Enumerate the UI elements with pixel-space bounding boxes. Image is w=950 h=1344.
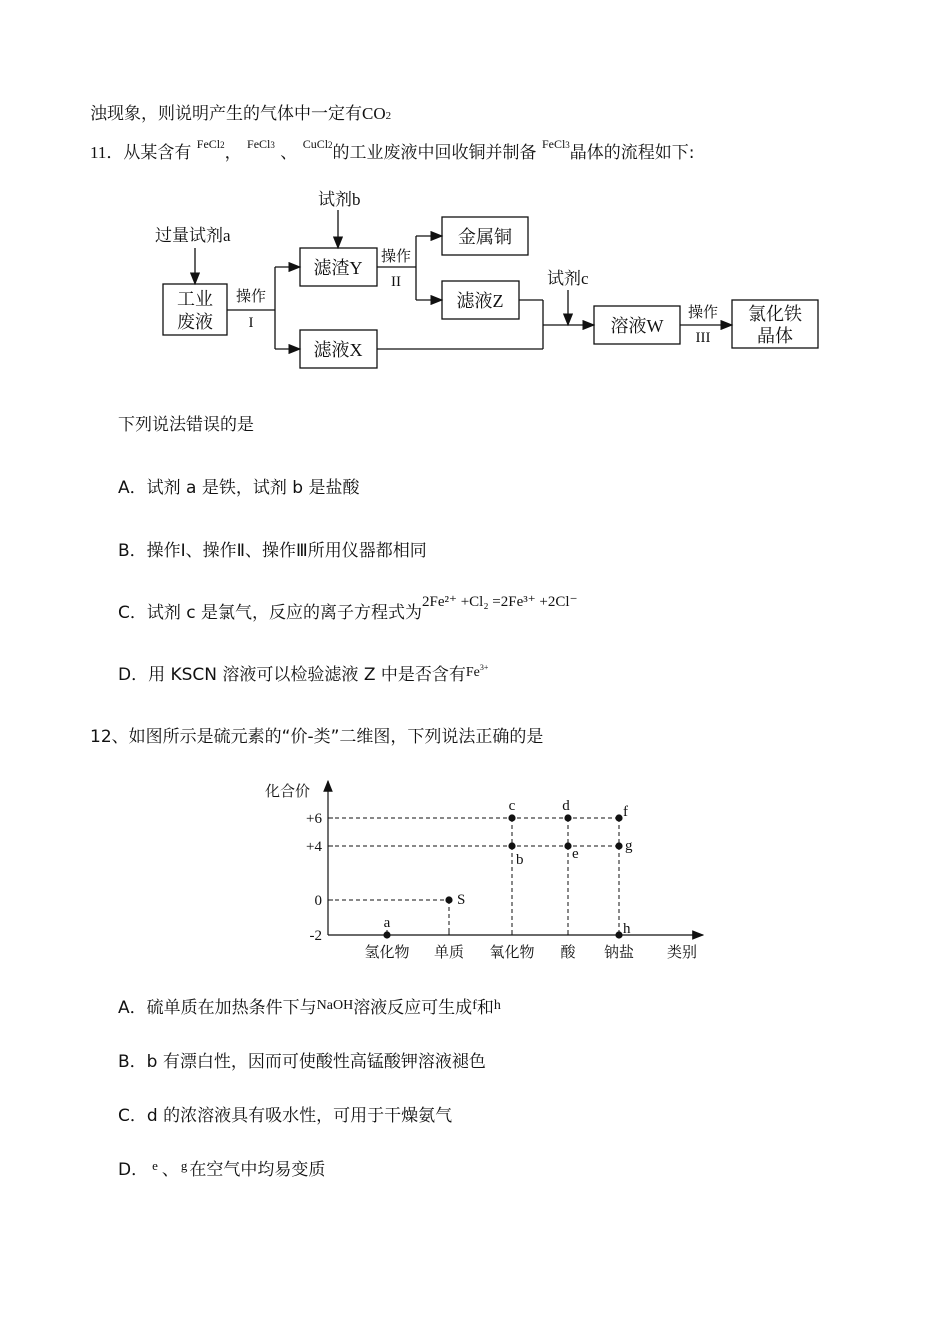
point-label-f: f [623,804,628,820]
q11-option-c-text: C．试剂 c 是氯气，反应的离子方程式为 [118,603,423,623]
label-op1-1: 操作 [235,289,267,305]
q11-flow-diagram [140,180,840,380]
x-tick-label: 单质 [433,945,465,961]
x-tick-label: 氧化物 [489,945,535,961]
point-label-d: d [562,798,570,814]
point-f [615,814,622,821]
point-label-g: g [625,838,633,854]
y-tick-label: 0 [314,893,322,909]
label-product-2: 晶体 [757,326,793,346]
q11-prompt: 下列说法错误的是 [118,415,254,435]
q11-number: 11． [90,143,124,162]
point-label-a: a [383,915,391,931]
point-label-S: S [457,892,466,908]
q12-option-c: C．d 的浓溶液具有吸水性，可用于干燥氨气 [118,1106,453,1126]
label-op2-2: II [391,274,401,290]
naoh-formula: NaOH [316,998,354,1013]
q11-stem [90,137,695,166]
q11-stem-b: 的工业废液中回收铜并制备 [332,143,537,163]
y-tick-label: -2 [309,928,322,944]
q11-option-c-equation: 2Fe²⁺ +Cl₂ =2Fe³⁺ +2Cl⁻ [422,594,578,610]
fecl3-formula: FeCl3 [247,137,275,151]
x-tick-label: 酸 [560,945,576,961]
label-waste-1: 工业 [177,289,213,309]
q12-option-a-f: f [472,998,477,1013]
x-axis-label: 类别 [667,945,698,961]
valence-class-chart [255,775,725,975]
label-op3-1: 操作 [687,305,719,321]
x-tick-label: 钠盐 [603,945,635,961]
q11-option-b: B．操作Ⅰ、操作Ⅱ、操作Ⅲ所用仪器都相同 [118,541,427,561]
point-a [383,931,390,938]
point-label-b: b [516,852,524,868]
co2-formula: CO [362,104,386,123]
label-op1-2: I [248,315,254,331]
q12-option-a-and: 和 [476,998,494,1018]
x-tick-label: 氢化物 [364,945,410,961]
point-label-h: h [623,921,631,937]
q12-option-d-text: 在空气中均易变质 [189,1160,326,1180]
q12-option-a [118,997,501,1021]
q11-stem-c: 晶体的流程如下: [569,143,695,163]
fecl2-formula: FeCl2 [196,137,225,151]
label-filtrate-z: 滤液Z [456,291,504,311]
label-op3-2: III [695,330,711,346]
label-reagent-c: 试剂c [547,269,589,288]
point-c [508,814,515,821]
q12-option-a-h: h [493,998,501,1013]
fe3-ion: Fe3+ [465,663,489,680]
q12-option-d-dun: 、 [161,1160,179,1180]
q12-option-d-g: g [180,1158,188,1173]
point-h [615,931,622,938]
q12-stem: 12、如图所示是硫元素的“价-类”二维图，下列说法正确的是 [90,727,544,747]
y-axis-label: 化合价 [265,784,311,800]
q11-option-d-text: D．用 KSCN 溶液可以检验滤液 Z 中是否含有 [118,665,466,685]
intro-line [90,103,391,127]
y-tick-label: +6 [306,811,322,827]
fecl3-formula-2: FeCl3 [541,137,570,151]
cucl2-formula: CuCl2 [302,137,333,151]
label-op2-1: 操作 [380,249,412,265]
point-g [615,842,622,849]
label-reagent-b: 试剂b [318,190,361,209]
q11-comma: ， [224,143,242,163]
label-residue-y: 滤渣Y [313,258,363,278]
q12-option-d-e: e [152,1158,158,1173]
point-b [508,842,515,849]
point-label-e: e [572,846,579,862]
q11-option-a: A．试剂 a 是铁，试剂 b 是盐酸 [118,478,360,498]
label-waste-2: 废液 [177,312,213,332]
point-d [564,814,571,821]
q12-option-d [118,1159,325,1182]
point-S [445,896,452,903]
q12-option-a-text-2: 溶液反应可生成 [353,998,473,1018]
intro-text: 浊现象，则说明产生的气体中一定有 [90,104,362,124]
point-label-c: c [508,798,516,814]
q12-option-b: B．b 有漂白性，因而可使酸性高锰酸钾溶液褪色 [118,1052,486,1072]
label-product-1: 氯化铁 [748,304,802,324]
label-filtrate-x: 滤液X [313,340,363,360]
q11-stem-a: 从某含有 [123,143,192,163]
q12-option-d-label: D． [118,1160,149,1180]
point-e [564,842,571,849]
q11-option-c [118,594,578,625]
label-solution-w: 溶液W [610,316,664,336]
q11-option-d [118,664,488,689]
q11-dun: 、 [280,143,298,163]
label-reagent-a: 过量试剂a [155,226,231,245]
q12-option-a-text: A．硫单质在加热条件下与 [118,998,317,1018]
label-copper: 金属铜 [458,227,512,247]
y-tick-label: +4 [306,839,322,855]
co2-subscript: 2 [385,110,392,122]
